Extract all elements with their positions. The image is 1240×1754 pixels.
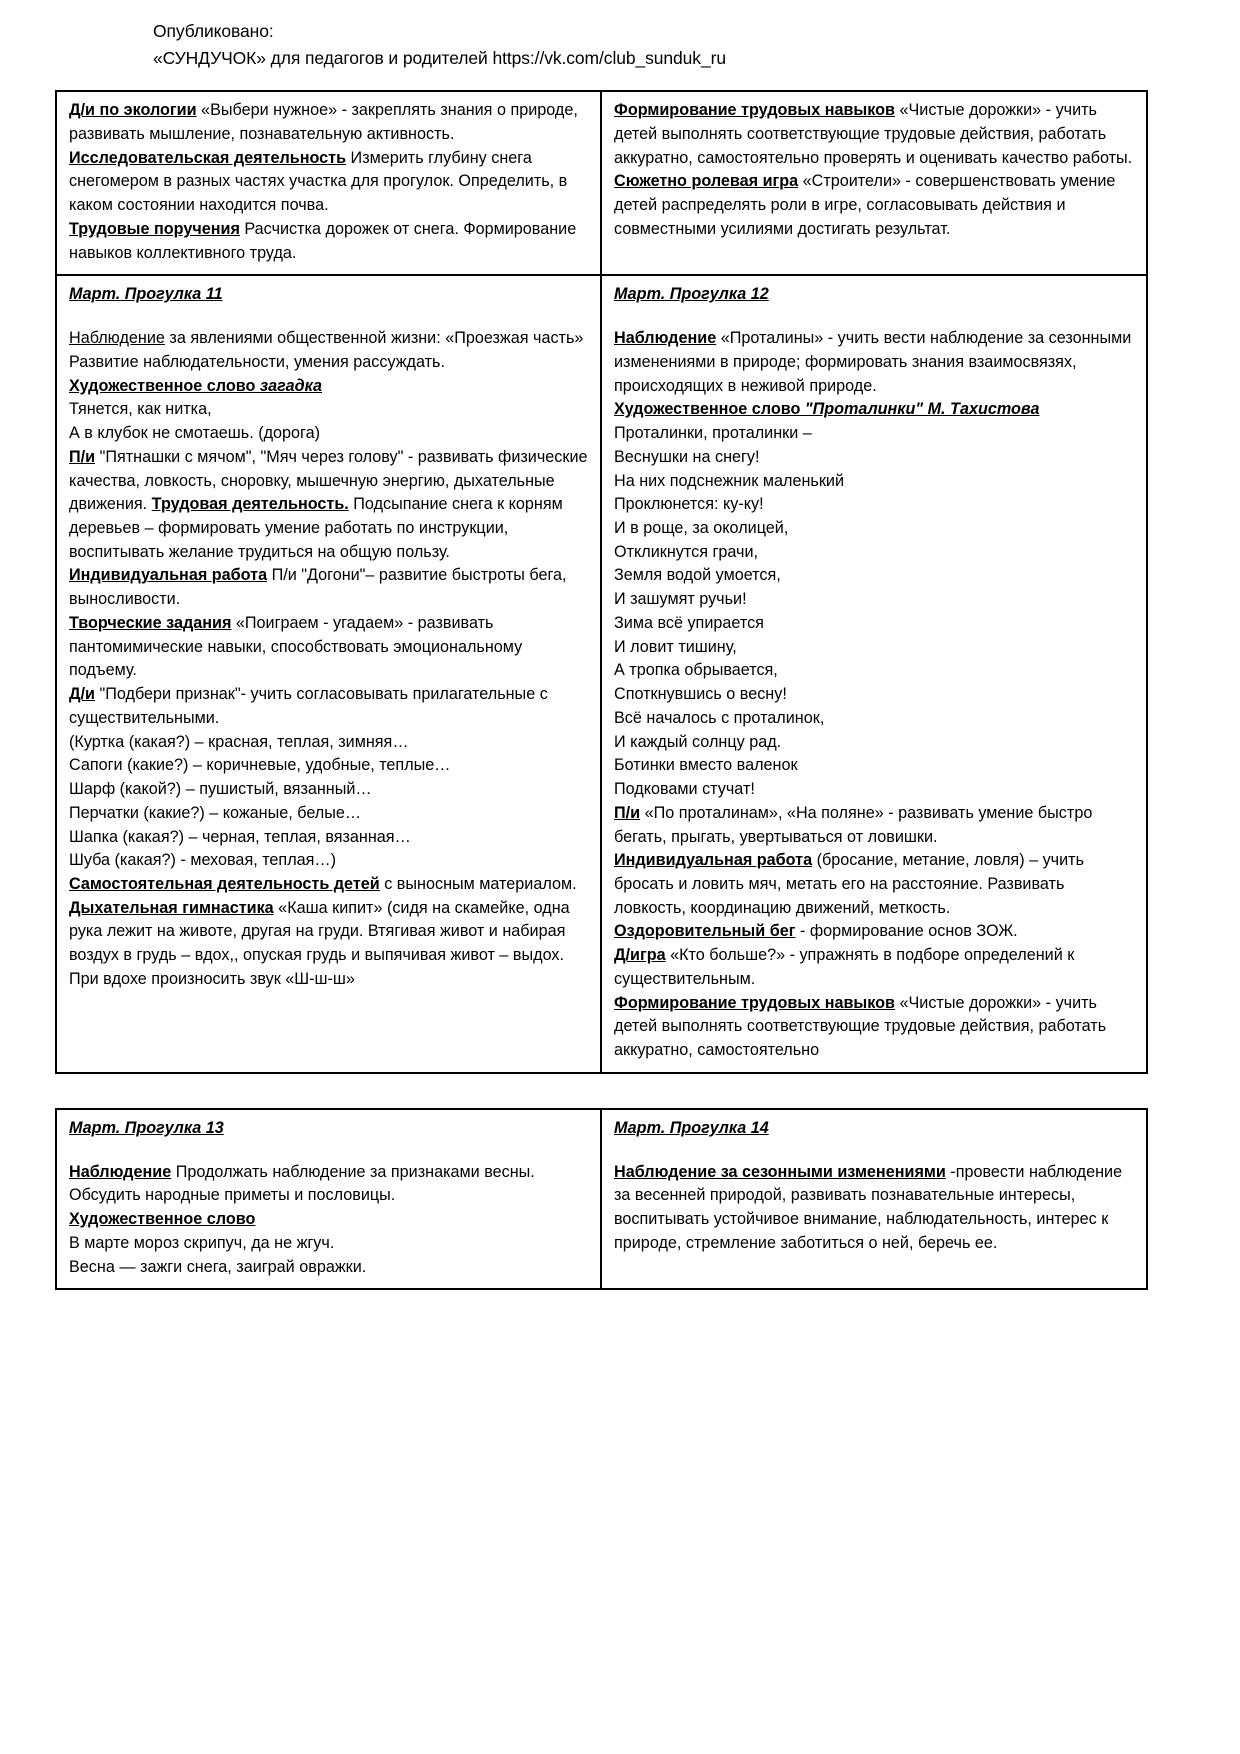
text-run-label: Д/и по экологии	[69, 101, 197, 120]
text-line	[614, 802, 1136, 849]
text-line	[69, 826, 590, 850]
text-line	[69, 802, 590, 826]
text-run-label: Формирование трудовых навыков	[614, 993, 895, 1012]
text-run: за явлениями общественной жизни: «Проезжая часть» Развитие наблюдательности, умения рассуждать.	[69, 329, 584, 371]
text-run: -провести наблюдение за весенней природой, развивать познавательные интересы, воспитывать устойчивое внимание, наблюдательность, интерес к природе, стремление заботиться о ней, беречь ее.	[614, 1162, 1123, 1252]
spacer	[614, 1141, 1136, 1161]
text-line	[614, 992, 1136, 1063]
text-run-label: Д/игра	[614, 946, 666, 965]
text-run: А в клубок не смотаешь. (дорога)	[69, 424, 320, 443]
text-run-label: Наблюдение	[69, 1162, 172, 1181]
cell-title-progulka-13: Март. Прогулка 13	[69, 1118, 224, 1137]
paragraph-list	[69, 1161, 590, 1280]
text-run-label-secondary: загадка	[255, 376, 322, 395]
table-row	[56, 1109, 1147, 1289]
table-gap	[55, 1074, 1185, 1108]
text-run: «Каша кипит» (сидя на скамейке, одна рука лежит на животе, другая на груди. Втягивая живот и набирая воздух в грудь – вдох,, опуская грудь и выпячивая живот – выдох. При вдохе произносить звук «Ш-ш-ш»	[69, 898, 570, 988]
cell-title-progulka-12: Март. Прогулка 12	[614, 285, 769, 304]
text-line	[614, 517, 1136, 541]
cell-title-progulka-11: Март. Прогулка 11	[69, 285, 223, 304]
text-line	[69, 1232, 590, 1256]
cell-activities-left	[56, 91, 601, 275]
header-line-published: Опубликовано:	[153, 21, 274, 41]
text-run-label: Трудовые поручения	[69, 219, 240, 238]
text-run: «По проталинам», «На поляне» - развивать умение быстро бегать, прыгать, увертываться от ловишки.	[614, 803, 1093, 846]
text-run-label: Наблюдение	[69, 329, 165, 348]
paragraph-list	[69, 327, 590, 992]
text-run: Ботинки вместо валенок	[614, 756, 798, 775]
text-run-label: Исследовательская деятельность	[69, 148, 347, 167]
paragraph-list	[614, 1161, 1136, 1256]
text-run: Всё началось с проталинок,	[614, 708, 825, 727]
text-line	[614, 446, 1136, 470]
text-run-label: Художественное слово	[69, 1210, 256, 1229]
text-line	[69, 422, 590, 446]
text-line	[614, 170, 1136, 241]
spacer	[69, 1141, 590, 1161]
text-run: «Проталины» - учить вести наблюдение за сезонными изменениями в природе; формировать знания взаимосвязях, происходящих в неживой природе.	[614, 329, 1132, 395]
text-line	[614, 470, 1136, 494]
text-run: На них подснежник маленький	[614, 471, 844, 490]
text-run: «Чистые дорожки» - учить детей выполнять соответствующие трудовые действия, работать аккуратно, самостоятельно	[614, 993, 1107, 1060]
text-run: Веснушки на снегу!	[614, 447, 760, 466]
text-run: А тропка обрывается,	[614, 661, 778, 680]
text-line	[614, 493, 1136, 517]
text-run: Шарф (какой?) – пушистый, вязанный…	[69, 780, 372, 799]
text-run: "Пятнашки с мячом", "Мяч через голову" - развивать физические качества, ловкость, сноровку, мышечную энергию, дыхательные движения.	[69, 447, 588, 514]
text-line	[69, 897, 590, 992]
text-line	[69, 612, 590, 683]
text-line	[69, 1256, 590, 1280]
cell-progulka-11	[56, 275, 601, 1073]
text-run: П/и "Догони"– развитие быстроты бега, выносливости.	[69, 566, 567, 609]
text-line	[69, 731, 590, 755]
text-line	[69, 778, 590, 802]
text-run: - формирование основ ЗОЖ.	[795, 922, 1018, 941]
text-line	[614, 659, 1136, 683]
text-run: И зашумят ручьи!	[614, 590, 747, 609]
text-run: Подковами стучат!	[614, 780, 755, 799]
text-run: Сапоги (какие?) – коричневые, удобные, теплые…	[69, 756, 451, 775]
cell-progulka-13	[56, 1109, 601, 1289]
text-run-label: Художественное слово	[69, 376, 256, 395]
spacer	[614, 307, 1136, 327]
spacer	[69, 307, 590, 327]
text-run-label: Самостоятельная деятельность детей	[69, 875, 380, 894]
text-run: Расчистка дорожек от снега. Формирование навыков коллективного труда.	[69, 219, 577, 262]
text-run-label-secondary: "Проталинки" М. Тахистова	[800, 400, 1040, 419]
text-run-label: Сюжетно ролевая игра	[614, 172, 799, 191]
cell-title-progulka-14: Март. Прогулка 14	[614, 1118, 769, 1137]
cell-activities-right	[601, 91, 1147, 275]
text-run-label: Индивидуальная работа	[614, 851, 813, 870]
table-row	[56, 91, 1147, 275]
cell-progulka-12	[601, 275, 1147, 1073]
text-line	[69, 1161, 590, 1208]
text-line	[69, 375, 590, 399]
text-line	[614, 99, 1136, 170]
cell-progulka-14	[601, 1109, 1147, 1289]
text-line	[69, 446, 590, 565]
text-line	[69, 683, 590, 730]
text-line	[69, 564, 590, 611]
text-run: «Кто больше?» - упражнять в подборе определений к существительным.	[614, 946, 1075, 988]
text-run: Измерить глубину снега снегомером в разных частях участка для прогулок. Определить, в каком состоянии находится почва.	[69, 148, 568, 215]
text-line	[614, 778, 1136, 802]
text-line	[614, 422, 1136, 446]
text-line	[69, 218, 590, 265]
text-line	[69, 99, 590, 146]
paragraph-list	[69, 99, 590, 265]
walks-table-upper	[55, 90, 1148, 1074]
text-run: Шуба (какая?) - меховая, теплая…)	[69, 851, 336, 870]
text-line	[614, 754, 1136, 778]
text-run: И ловит тишину,	[614, 637, 737, 656]
text-line	[614, 683, 1136, 707]
text-line	[614, 849, 1136, 920]
text-run-label: Наблюдение	[614, 329, 717, 348]
text-run-label: Индивидуальная работа	[69, 566, 268, 585]
text-run: И в роще, за околицей,	[614, 519, 789, 537]
text-run: Весна — зажги снега, заиграй овражки.	[69, 1257, 367, 1276]
text-line	[614, 541, 1136, 565]
publication-header	[153, 18, 1185, 72]
text-run-label: Наблюдение за сезонными изменениями	[614, 1162, 946, 1181]
text-line	[614, 1161, 1136, 1256]
text-run: «Чистые дорожки» - учить детей выполнять соответствующие трудовые действия, работать аккуратно, самостоятельно проверять и оценивать качество работы.	[614, 101, 1133, 167]
text-run-label: Оздоровительный бег	[614, 922, 796, 941]
text-line	[614, 398, 1136, 422]
table-row	[56, 275, 1147, 1073]
text-line	[69, 327, 590, 374]
walks-table-lower	[55, 1108, 1148, 1290]
text-line	[69, 754, 590, 778]
text-run: Тянется, как нитка,	[69, 400, 212, 419]
text-run: (Куртка (какая?) – красная, теплая, зимняя…	[69, 732, 409, 751]
text-line	[614, 588, 1136, 612]
text-run: Проталинки, проталинки –	[614, 424, 812, 443]
text-run: Споткнувшись о весну!	[614, 685, 787, 704]
text-run: Земля водой умоется,	[614, 566, 781, 585]
text-run-label: Дыхательная гимнастика	[69, 898, 274, 917]
text-line	[614, 612, 1136, 636]
text-line	[69, 398, 590, 422]
text-run: Проклюнется: ку-ку!	[614, 495, 764, 514]
text-line	[69, 849, 590, 873]
text-run-label: Творческие задания	[69, 613, 232, 632]
header-line-source: «СУНДУЧОК» для педагогов и родителей https://vk.com/club_sunduk_ru	[153, 48, 726, 69]
text-run: Шапка (какая?) – черная, теплая, вязанная…	[69, 827, 411, 846]
text-line	[614, 707, 1136, 731]
text-run-label: Трудовая деятельность.	[151, 495, 349, 514]
text-line	[614, 920, 1136, 944]
paragraph-list	[614, 327, 1136, 1063]
text-run-label: Д/и	[69, 685, 95, 704]
text-run: «Выбери нужное» - закреплять знания о природе, развивать мышление, познавательную активность.	[69, 101, 578, 143]
text-run: "Подбери признак"- учить согласовывать прилагательные с существительными.	[69, 685, 548, 727]
text-run-label: Формирование трудовых навыков	[614, 101, 895, 120]
text-run: (бросание, метание, ловля) – учить бросать и ловить мяч, метать его на расстояние. Развивать ловкость, координацию движений, меткость.	[614, 851, 1085, 917]
text-run: Продолжать наблюдение за признаками весны. Обсудить народные приметы и пословицы.	[69, 1162, 535, 1205]
text-run-label: Художественное слово	[614, 400, 801, 419]
paragraph-list	[614, 99, 1136, 241]
text-line	[614, 944, 1136, 991]
text-line	[614, 327, 1136, 398]
text-run: Зима всё упирается	[614, 613, 764, 632]
text-run-label: П/и	[614, 803, 641, 822]
text-line	[614, 731, 1136, 755]
text-run: И каждый солнцу рад.	[614, 732, 782, 751]
text-line	[614, 636, 1136, 660]
text-run: В марте мороз скрипуч, да не жгуч.	[69, 1233, 335, 1252]
text-line	[69, 1208, 590, 1232]
text-line	[69, 147, 590, 218]
text-line	[69, 873, 590, 897]
text-line	[614, 564, 1136, 588]
text-run: с выносным материалом.	[379, 875, 577, 894]
text-run-label: П/и	[69, 447, 96, 466]
text-run: «Строители» - совершенствовать умение детей распределять роли в игре, согласовывать действия и совместными усилиями достигать результат.	[614, 172, 1116, 238]
text-run: Перчатки (какие?) – кожаные, белые…	[69, 803, 362, 822]
text-run: «Поиграем - угадаем» - развивать пантомимические навыки, способствовать эмоциональному подъему.	[69, 613, 523, 680]
text-run: Подсыпание снега к корням деревьев – формировать умение работать по инструкции, воспитывать желание трудиться на общую пользу.	[69, 495, 563, 561]
text-run: Откликнутся грачи,	[614, 542, 758, 561]
